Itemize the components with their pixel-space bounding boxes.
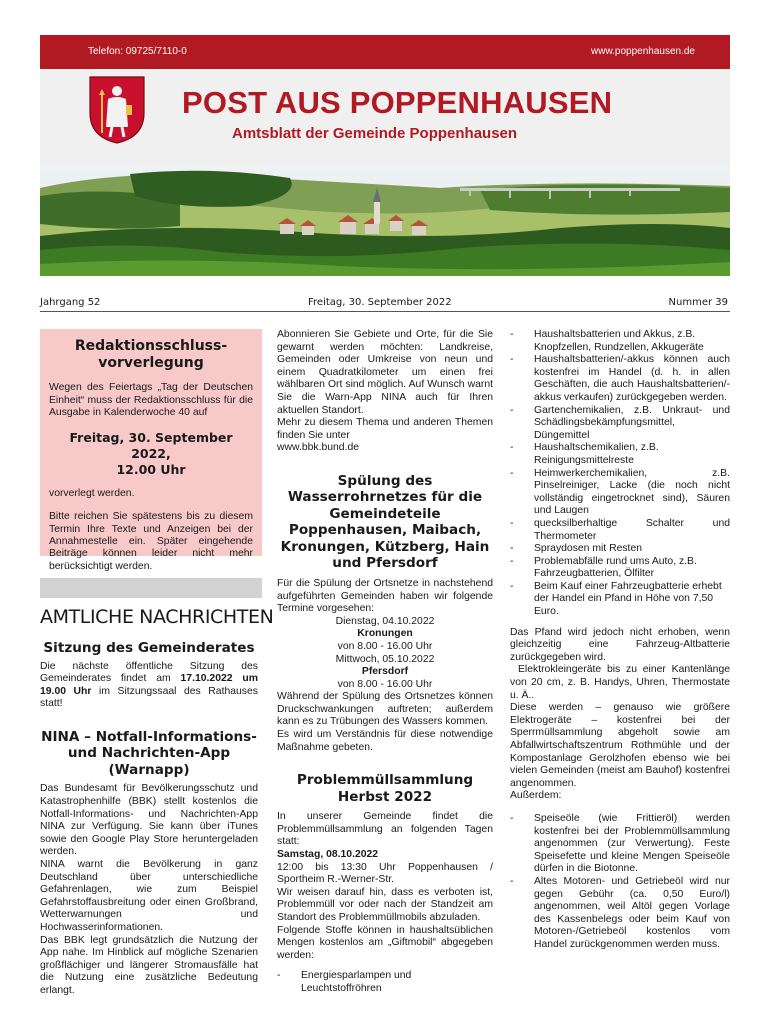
hazardous-list-c bbox=[510, 813, 730, 952]
list-item: - Spraydosen mit Resten bbox=[510, 543, 730, 556]
council-heading: Sitzung des Gemeinderates bbox=[43, 640, 255, 656]
section-divider-bar bbox=[40, 578, 262, 598]
header-divider bbox=[40, 311, 730, 312]
list-item: - Altes Motoren- und Getriebeöl wird nur gegen Gebühr (ca. 0,50 Euro/l) angenommen, weil Altöl gegen Vorlage des Kassenbelegs oder beim Kauf von Motoren-/Getriebeöl kostenlos vom Handel zurückgenommen werden muss. bbox=[510, 876, 730, 952]
phone-number: Telefon: 09725/7110-0 bbox=[88, 46, 187, 57]
deadline-date: Freitag, 30. September 2022, bbox=[69, 430, 233, 461]
flushing-time-1: von 8.00 - 16.00 Uhr bbox=[337, 640, 433, 652]
editorial-body: Bitte reichen Sie spätestens bis zu diesem Termin Ihre Texte und Anzeigen bei der Annahmestelle ein. Später eingehende Beiträge können leider nicht mehr berücksichtigt werden. bbox=[49, 511, 253, 572]
village-landscape-photo bbox=[40, 166, 730, 276]
editorial-intro: Wegen des Feiertags „Tag der Deutschen Einheit“ muss der Redaktionsschluss für die Ausgabe in Kalenderwoche 40 auf bbox=[49, 382, 253, 419]
hazardous-paragraph-2: Folgende Stoffe können in haushaltsüblichen Mengen kostenlos am „Giftmobil“ abgegeben werden: bbox=[277, 924, 493, 961]
volume-label: Jahrgang 52 bbox=[40, 297, 101, 308]
right-column bbox=[510, 329, 730, 952]
hazardous-location: 12:00 bis 13:30 Uhr Poppenhausen / Sportheim R.-Werner-Str. bbox=[277, 861, 493, 886]
nina-heading: NINA – Notfall-Informations- und Nachrichten-App (Warnapp) bbox=[41, 728, 257, 778]
newspaper-subtitle: Amtsblatt der Gemeinde Poppenhausen bbox=[232, 125, 518, 142]
section-title: AMTLICHE NACHRICHTEN bbox=[40, 606, 274, 628]
editorial-deadline-box bbox=[40, 329, 262, 572]
list-item: - Haushaltsbatterien/-akkus können auch kostenfrei im Handel (d. h. in allen Geschäften, die auch Haushaltsbatterien/-akkus verkaufen) zurückgegeben werden. bbox=[510, 354, 730, 404]
nina-paragraph-1: Das Bundesamt für Bevölkerungsschutz und Katastrophenhilfe (BBK) stellt kostenlos die Notfall-Informations- und Nachrichten-App NINA zur Verfügung. Sie kann über iTunes sowie den Google Play Store heruntergeladen werden. bbox=[40, 783, 258, 858]
hazardous-list-a bbox=[277, 970, 493, 995]
list-item: - Heimwerkerchemikalien, z.B. Pinselreiniger, Lacke (die noch nicht vollständig eingetrocknet sind), Säuren und Laugen bbox=[510, 468, 730, 518]
hazardous-intro: In unserer Gemeinde findet die Problemmüllsammlung an folgenden Tagen statt: bbox=[277, 811, 493, 848]
hazardous-paragraph-1: Wir weisen darauf hin, dass es verboten ist, Problemmüll vor oder nach der Standzeit am Standort des Problemmüllmobils abzuladen. bbox=[277, 886, 493, 923]
nina-paragraph-3: Das BBK legt grundsätzlich die Nutzung der App nahe. Im Hinblick auf mögliche Szenarien großflächiger und längerer Stromausfälle hat die Nutzung eine zusätzliche Bedeutung erlangt. bbox=[40, 934, 258, 996]
nina-paragraph-2: NINA warnt die Bevölkerung in ganz Deutschland über unterschiedliche Gefahrenlagen, wie zum Beispiel Gefahrstoffausbreitung oder einen Großbrand, Wetterwarnungen und Hochwasserinformationen. bbox=[40, 858, 258, 933]
list-item: - Haushaltschemikalien, z.B. Reinigungsmittelreste bbox=[510, 442, 730, 467]
editorial-heading: Redaktionsschluss-vorverlegung bbox=[74, 338, 228, 371]
list-item: - quecksilberhaltige Schalter und Thermometer bbox=[510, 518, 730, 543]
flushing-place-2: Pfersdorf bbox=[361, 666, 409, 678]
hazardous-paragraph-4: Elektrokleingeräte bis zu einer Kantenlänge von 20 cm, z. B. Handys, Uhren, Thermostate u. Ä.. bbox=[510, 664, 730, 701]
newspaper-title: POST AUS POPPENHAUSEN bbox=[182, 85, 613, 120]
nina-paragraph-5: Mehr zu diesem Thema und anderen Themen finden Sie unter bbox=[277, 417, 493, 441]
flushing-paragraph-2: Es wird um Verständnis für diese notwendige Maßnahme gebeten. bbox=[277, 729, 493, 753]
hazardous-heading: Problemmüllsammlung Herbst 2022 bbox=[296, 772, 474, 805]
middle-column bbox=[277, 329, 493, 996]
council-text: Die nächste öffentliche Sitzung des Gemeinderates findet am 17.10.2022 um 19.00 Uhr im Sitzungssaal des Rathauses statt! bbox=[40, 660, 258, 710]
flushing-day-2: Mittwoch, 05.10.2022 bbox=[335, 653, 435, 665]
issue-number: Nummer 39 bbox=[668, 297, 728, 308]
list-item: - Speiseöle (wie Frittieröl) werden kostenfrei bei der Problemmüllsammlung angenommen (zur Verwertung). Feste Speisefette und kleine Mengen Speiseöle dürfen in die Biotonne. bbox=[510, 813, 730, 876]
editorial-after: vorverlegt werden. bbox=[49, 488, 135, 500]
top-bar bbox=[40, 35, 730, 69]
list-item: - Gartenchemikalien, z.B. Unkraut- und Schädlingsbekämpfungsmittel, Düngemittel bbox=[510, 405, 730, 443]
council-date: 17.10.2022 um 19.00 Uhr bbox=[40, 673, 258, 697]
left-column bbox=[40, 640, 258, 997]
hazardous-date: Samstag, 08.10.2022 bbox=[277, 849, 379, 861]
hazardous-paragraph-3: Das Pfand wird jedoch nicht erhoben, wenn gleichzeitig eine Fahrzeug-Altbatterie zurückgegeben wird. bbox=[510, 626, 730, 663]
list-item: - Energiesparlampen und Leuchtstoffröhren bbox=[277, 970, 493, 995]
coat-of-arms-icon bbox=[88, 75, 146, 145]
issue-date: Freitag, 30. September 2022 bbox=[308, 297, 452, 308]
hazardous-list-b bbox=[510, 329, 730, 619]
list-item: - Haushaltsbatterien und Akkus, z.B. Knopfzellen, Rundzellen, Akkugeräte bbox=[510, 329, 730, 354]
list-item: - Beim Kauf einer Fahrzeugbatterie erhebt der Handel ein Pfand in Höhe von 7,50 Euro. bbox=[510, 581, 730, 619]
bbk-link[interactable]: www.bbk.bund.de bbox=[277, 442, 360, 454]
flushing-paragraph-1: Während der Spülung des Ortsnetzes können Druckschwankungen auftreten; außerdem kann es zu Trübungen des Wassers kommen. bbox=[277, 691, 493, 728]
flushing-heading: Spülung des Wasserrohrnetzes für die Gemeindeteile Poppenhausen, Maibach, Kronungen, Kützberg, Hain und Pfersdorf bbox=[280, 472, 490, 572]
nina-paragraph-4: Abonnieren Sie Gebiete und Orte, für die Sie gewarnt werden möchten: Landkreise, Gemeinden oder Umkreise von neun und einem Quadratkilometer um einen frei wählbaren Ort sind möglich. Auf Wunsch warnt Sie die Warn-App NINA auch für Ihren aktuellen Standort. bbox=[277, 329, 493, 416]
hazardous-paragraph-6: Außerdem: bbox=[510, 790, 562, 802]
flushing-place-1: Kronungen bbox=[357, 628, 413, 640]
hazardous-paragraph-5: Diese werden – genauso wie größere Elektrogeräte – kostenfrei bei der Sperrmüllsammlung abgeholt sowie am Abfallwirtschaftszentrum Rothmühle und der Kompostanlage Gerolzhofen ebenso wie bei vielen Gemeinden (meist am Bauhof) kostenfrei angenommen. bbox=[510, 702, 730, 789]
flushing-intro: Für die Spülung der Ortsnetze in nachstehend aufgeführten Gemeinden haben wir folgende Termine vorgesehen: bbox=[277, 577, 493, 615]
flushing-day-1: Dienstag, 04.10.2022 bbox=[335, 615, 435, 627]
flushing-time-2: von 8.00 - 16.00 Uhr bbox=[337, 678, 433, 690]
website-link[interactable]: www.poppenhausen.de bbox=[591, 46, 695, 57]
deadline-time: 12.00 Uhr bbox=[116, 462, 186, 477]
list-item: - Problemabfälle rund ums Auto, z.B. Fahrzeugbatterien, Ölfilter bbox=[510, 556, 730, 581]
